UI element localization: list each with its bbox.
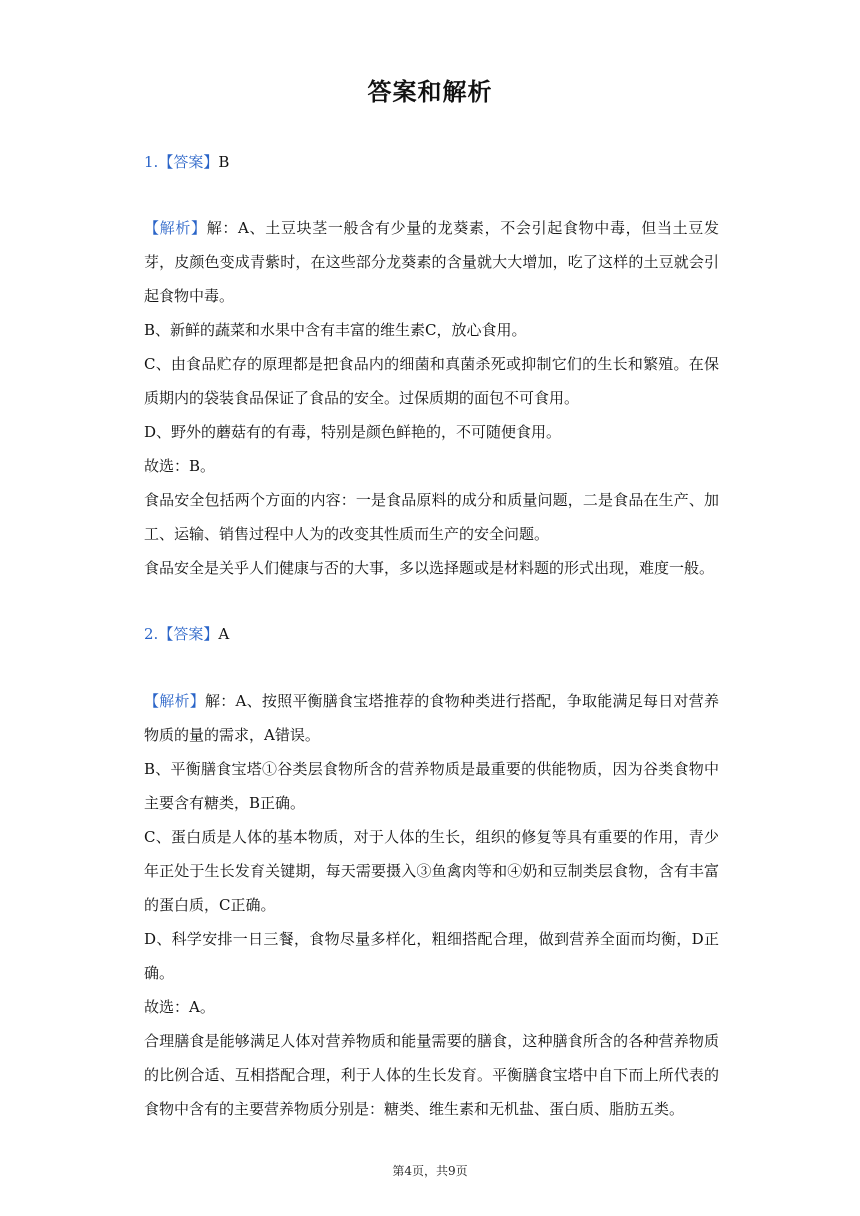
question-2-paragraph: D、科学安排一日三餐，食物尽量多样化，粗细搭配合理，做到营养全面而均衡，D正确。 — [144, 930, 719, 982]
question-1-paragraph: B、新鲜的蔬菜和水果中含有丰富的维生素C，放心食用。 — [144, 321, 527, 339]
question-2-paragraph: 故选：A。 — [144, 998, 215, 1016]
page-footer: 第4页，共9页 — [392, 1164, 468, 1178]
question-2-analysis-first: 【解析】解：A、按照平衡膳食宝塔推荐的食物种类进行搭配，争取能满足每日对营养物质的量的需求，A错误。 — [144, 692, 719, 744]
question-1-number: 1. — [144, 153, 159, 171]
question-1-paragraph: 食品安全包括两个方面的内容：一是食品原料的成分和质量问题，二是食品在生产、加工、运输、销售过程中人为的改变其性质而生产的安全问题。 — [144, 491, 719, 543]
question-1-paragraph: C、由食品贮存的原理都是把食品内的细菌和真菌杀死或抑制它们的生长和繁殖。在保质期内的袋装食品保证了食品的安全。过保质期的面包不可食用。 — [144, 355, 719, 407]
question-2-paragraph: B、平衡膳食宝塔①谷类层食物所含的营养物质是最重要的供能物质，因为谷类食物中主要含有糖类，B正确。 — [144, 760, 719, 812]
question-2-answer-tag: 【答案】 — [158, 625, 219, 643]
question-2-paragraph: C、蛋白质是人体的基本物质，对于人体的生长，组织的修复等具有重要的作用，青少年正处于生长发育关键期，每天需要摄入③鱼禽肉等和④奶和豆制类层食物，含有丰富的蛋白质，C正确。 — [144, 828, 719, 914]
question-1-analysis-first: 【解析】解：A、土豆块茎一般含有少量的龙葵素，不会引起食物中毒，但当土豆发芽，皮颜色变成青紫时，在这些部分龙葵素的含量就大大增加，吃了这样的土豆就会引起食物中毒。 — [144, 219, 719, 305]
question-1-paragraph: D、野外的蘑菇有的有毒，特别是颜色鲜艳的，不可随便食用。 — [144, 423, 562, 441]
question-1-paragraph: 食品安全是关乎人们健康与否的大事，多以选择题或是材料题的形式出现，难度一般。 — [144, 559, 715, 577]
question-2-number: 2. — [144, 625, 159, 643]
question-2-analysis — [144, 684, 719, 1126]
question-1-answer-tag: 【答案】 — [158, 153, 219, 171]
question-1-analysis-tag: 【解析】 — [144, 219, 207, 237]
question-1-analysis — [144, 211, 719, 585]
question-2-answer: A — [218, 625, 230, 643]
question-1-answer: B — [218, 153, 230, 171]
page-title: 答案和解析 — [367, 78, 493, 106]
question-1-paragraph: 故选：B。 — [144, 457, 216, 475]
question-2-answer-line — [144, 624, 229, 644]
question-2-paragraph: 合理膳食是能够满足人体对营养物质和能量需要的膳食，这种膳食所含的各种营养物质的比例合适、互相搭配合理，利于人体的生长发育。平衡膳食宝塔中自下而上所代表的食物中含有的主要营养物质分别是：糖类、维生素和无机盐、蛋白质、脂肪五类。 — [144, 1032, 719, 1118]
question-2-analysis-tag: 【解析】 — [144, 692, 205, 710]
question-1-answer-line — [144, 152, 229, 172]
